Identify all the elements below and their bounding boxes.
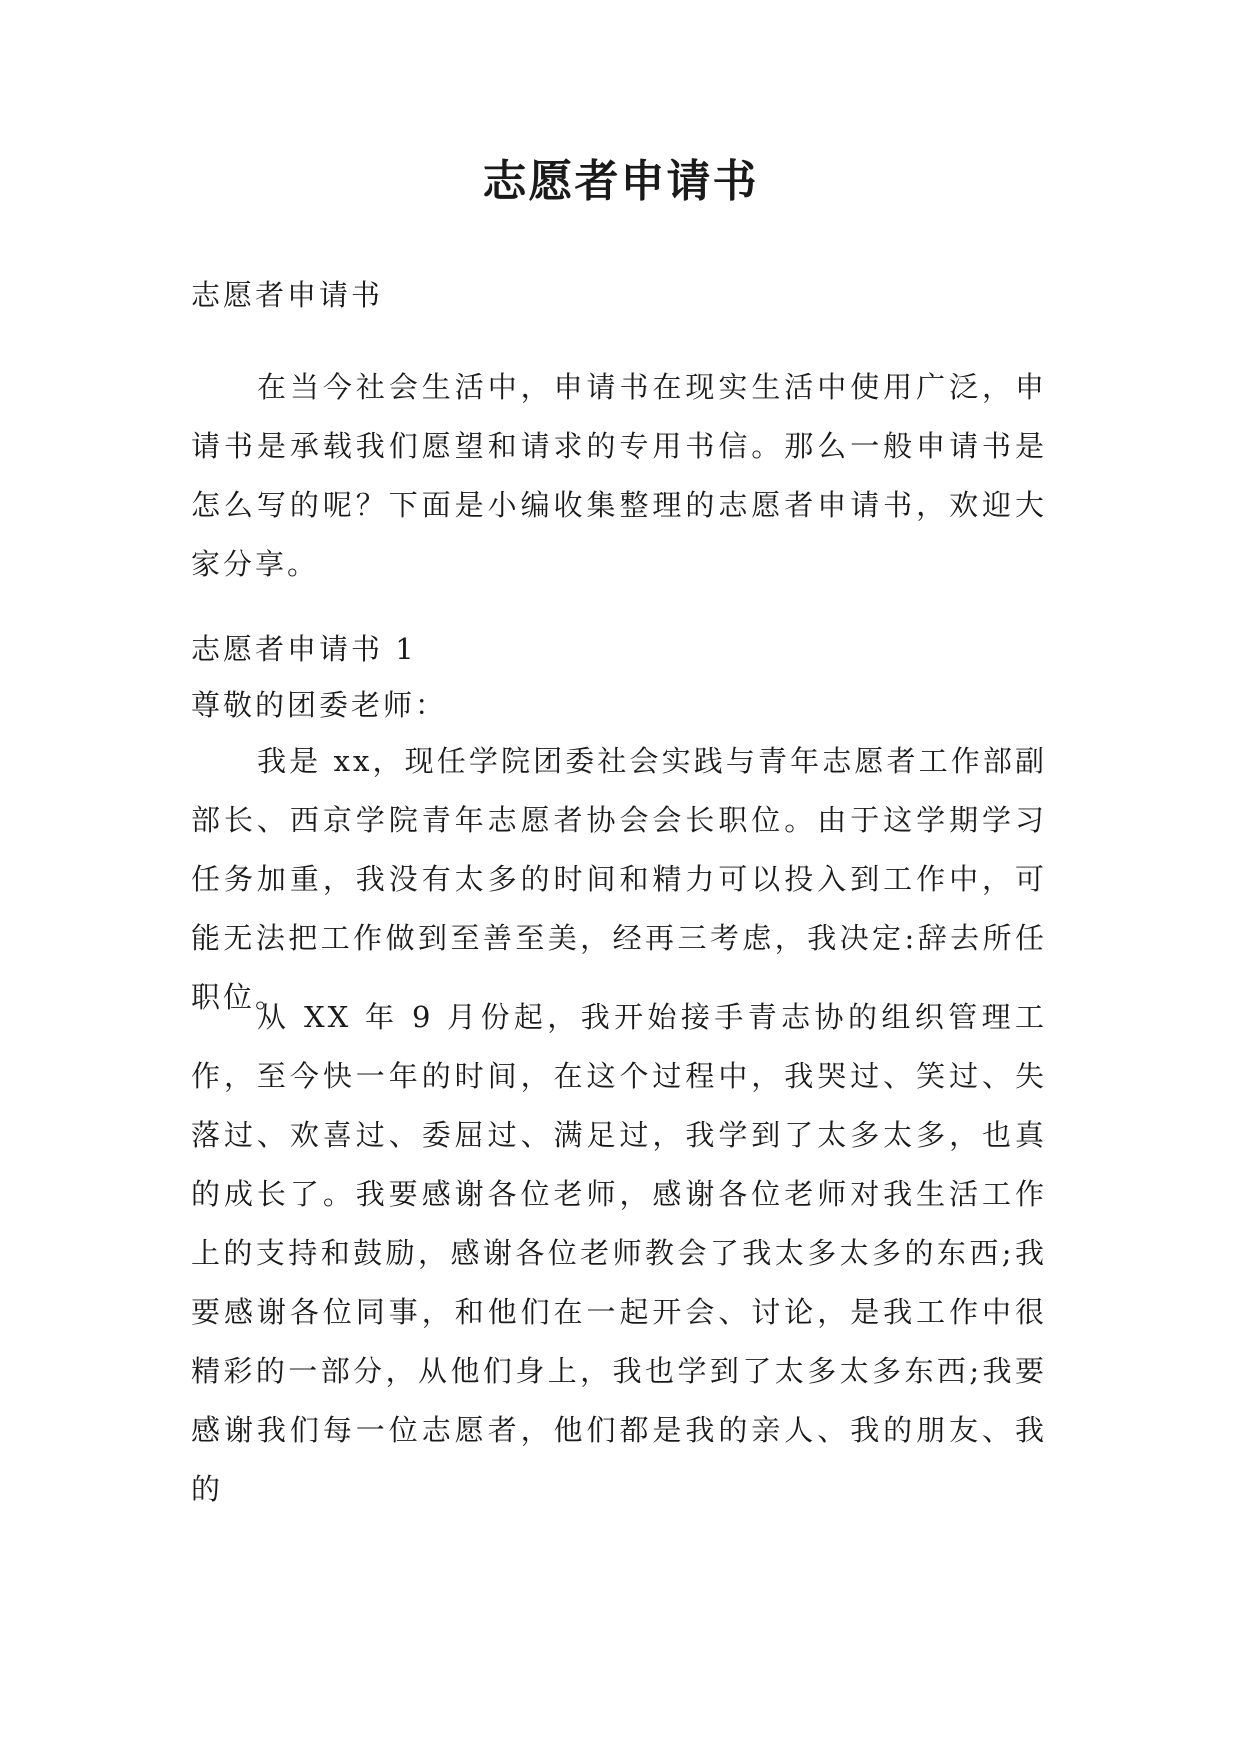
document-title: 志愿者申请书 [482,156,759,207]
body-paragraph-1: 我是 xx，现任学院团委社会实践与青年志愿者工作部副部长、西京学院青年志愿者协会会长职位。由于这学期学习任务加重，我没有太多的时间和精力可以投入到工作中，可能无法把工作做到至善至美，经再三考虑，我决定:辞去所任职位。 [191,744,1047,1014]
document-subtitle: 志愿者申请书 [191,278,384,312]
body-paragraph-2: 从 XX 年 9 月份起，我开始接手青志协的组织管理工作，至今快一年的时间，在这个过程中，我哭过、笑过、失落过、欢喜过、委屈过、满足过，我学到了太多太多，也真的成长了。我要感谢各位老师，感谢各位老师对我生活工作上的支持和鼓励，感谢各位老师教会了我太多太多的东西;我要感谢各位同事，和他们在一起开会、讨论，是我工作中很精彩的一部分，从他们身上，我也学到了太多太多东西;我要感谢我们每一位志愿者，他们都是我的亲人、我的朋友、我的 [191,1000,1047,1506]
intro-paragraph: 在当今社会生活中，申请书在现实生活中使用广泛，申请书是承载我们愿望和请求的专用书信。那么一般申请书是怎么写的呢？下面是小编收集整理的志愿者申请书，欢迎大家分享。 [191,370,1047,581]
section-heading: 志愿者申请书 1 [191,632,417,666]
salutation: 尊敬的团委老师： [191,688,448,722]
